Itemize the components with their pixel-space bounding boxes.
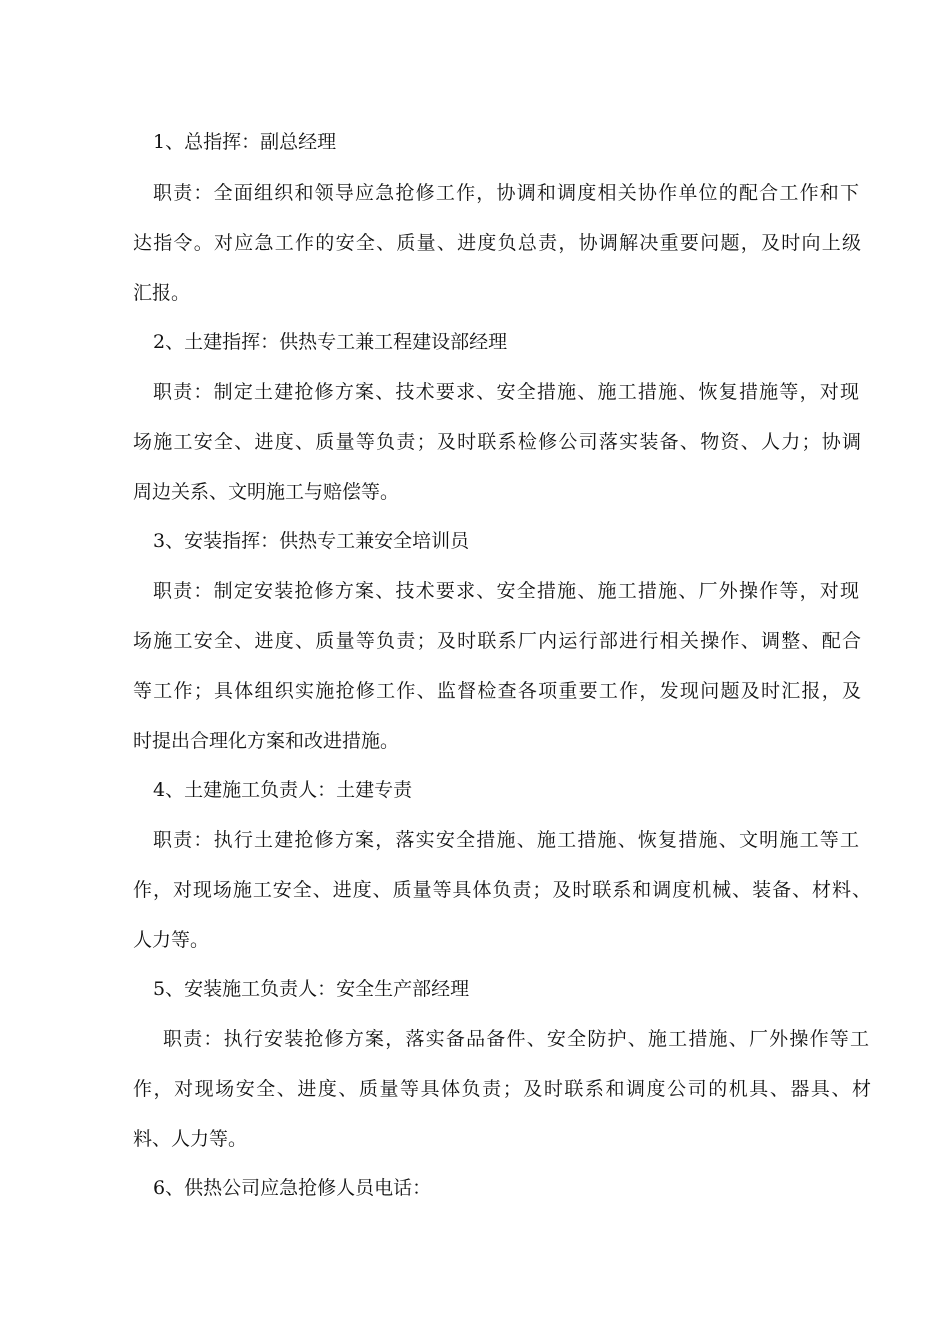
section-3-line-3: 等工作；具体组织实施抢修工作、监督检查各项重要工作，发现问题及时汇报，及 [133,680,861,702]
section-4-line-3: 人力等。 [133,929,210,951]
section-3-line-1: 职责：制定安装抢修方案、技术要求、安全措施、施工措施、厂外操作等，对现 [153,580,859,602]
section-3-heading: 3、安装指挥：供热专工兼安全培训员 [153,530,470,552]
section-2-heading: 2、土建指挥：供热专工兼工程建设部经理 [153,331,508,353]
section-2-line-1: 职责：制定土建抢修方案、技术要求、安全措施、施工措施、恢复措施等，对现 [153,381,859,403]
section-3-line-2: 场施工安全、进度、质量等负责；及时联系厂内运行部进行相关操作、调整、配合 [133,630,861,652]
section-6-heading: 6、供热公司应急抢修人员电话： [153,1177,432,1199]
section-1-line-1: 职责：全面组织和领导应急抢修工作，协调和调度相关协作单位的配合工作和下 [153,182,859,204]
section-5-line-1: 职责：执行安装抢修方案，落实备品备件、安全防护、施工措施、厂外操作等工 [163,1028,869,1050]
section-1-line-2: 达指令。对应急工作的安全、质量、进度负总责，协调解决重要问题，及时向上级 [133,232,861,254]
section-4-line-1: 职责：执行土建抢修方案，落实安全措施、施工措施、恢复措施、文明施工等工 [153,829,859,851]
section-4-heading: 4、土建施工负责人：土建专责 [153,779,413,801]
section-1-line-3: 汇报。 [133,282,191,304]
section-4-line-2: 作，对现场施工安全、进度、质量等具体负责；及时联系和调度机械、装备、材料、 [133,879,871,901]
section-5-line-2: 作，对现场安全、进度、质量等具体负责；及时联系和调度公司的机具、器具、材 [133,1078,871,1100]
section-2-line-3: 周边关系、文明施工与赔偿等。 [133,481,400,503]
section-1-heading: 1、总指挥：副总经理 [153,131,337,153]
section-3-line-4: 时提出合理化方案和改进措施。 [133,730,400,752]
section-5-heading: 5、安装施工负责人：安全生产部经理 [153,978,470,1000]
section-2-line-2: 场施工安全、进度、质量等负责；及时联系检修公司落实装备、物资、人力；协调 [133,431,861,453]
section-5-line-3: 料、人力等。 [133,1128,248,1150]
